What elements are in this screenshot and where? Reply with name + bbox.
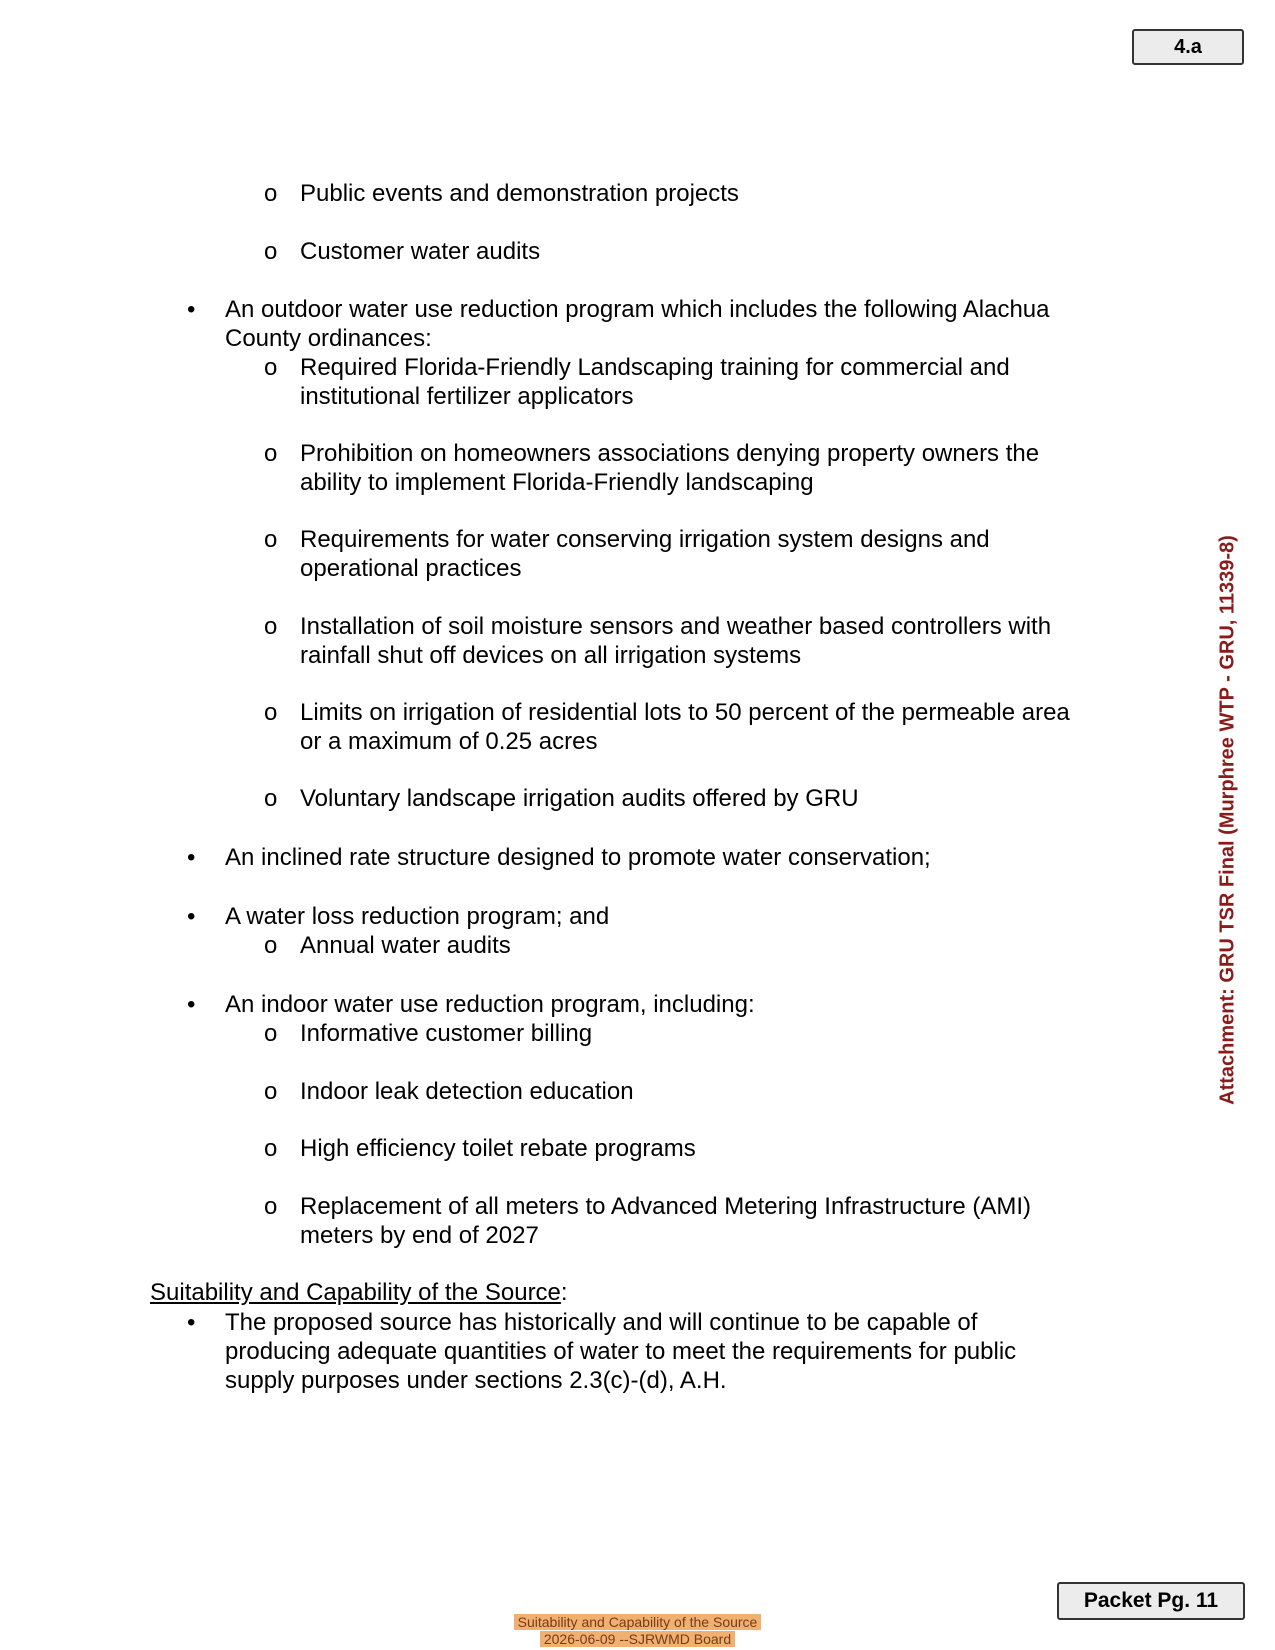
attachment-sidebar-label: Attachment: GRU TSR Final (Murphree WTP - GRU, 11339-8) xyxy=(1216,535,1239,1105)
sub-bullet-marker: o xyxy=(264,354,278,381)
list-item-continuation: or a maximum of 0.25 acres xyxy=(300,728,598,755)
sub-bullet-marker: o xyxy=(264,440,278,467)
list-item-continuation: meters by end of 2027 xyxy=(300,1222,539,1249)
section-heading-text: Suitability and Capability of the Source xyxy=(150,1279,561,1306)
bullet-marker: • xyxy=(187,991,196,1018)
list-item: Informative customer billing xyxy=(300,1020,593,1047)
section-heading xyxy=(150,1278,568,1307)
sub-bullet-marker: o xyxy=(264,526,278,553)
list-item-continuation: producing adequate quantities of water to meet the requirements for public xyxy=(225,1338,1017,1365)
bullet-marker: • xyxy=(187,1309,196,1336)
list-item: An outdoor water use reduction program which includes the following Alachua xyxy=(225,296,1050,323)
list-item: The proposed source has historically and will continue to be capable of xyxy=(225,1309,978,1336)
list-item: Limits on irrigation of residential lots to 50 percent of the permeable area xyxy=(300,699,1070,726)
sub-bullet-marker: o xyxy=(264,932,278,959)
list-item-continuation: institutional fertilizer applicators xyxy=(300,383,634,410)
list-item: Requirements for water conserving irrigation system designs and xyxy=(300,526,990,553)
list-item-continuation: County ordinances: xyxy=(225,325,432,352)
sub-bullet-marker: o xyxy=(264,1135,278,1162)
footer-line-1: Suitability and Capability of the Source xyxy=(514,1614,762,1630)
list-item-continuation: rainfall shut off devices on all irrigation systems xyxy=(300,642,802,669)
bullet-marker: • xyxy=(187,903,196,930)
list-item: Indoor leak detection education xyxy=(300,1078,634,1105)
list-item: Public events and demonstration projects xyxy=(300,180,739,207)
sub-bullet-marker: o xyxy=(264,1020,278,1047)
sub-bullet-marker: o xyxy=(264,1078,278,1105)
sub-bullet-marker: o xyxy=(264,613,278,640)
list-item: Annual water audits xyxy=(300,932,511,959)
packet-page-number: Packet Pg. 11 xyxy=(1057,1582,1245,1620)
list-item: Installation of soil moisture sensors and weather based controllers with xyxy=(300,613,1052,640)
list-item: A water loss reduction program; and xyxy=(225,903,610,930)
sub-bullet-marker: o xyxy=(264,180,278,207)
bullet-marker: • xyxy=(187,844,196,871)
list-item: Customer water audits xyxy=(300,238,541,265)
sub-bullet-marker: o xyxy=(264,785,278,812)
list-item: An indoor water use reduction program, including: xyxy=(225,991,755,1018)
list-item: Voluntary landscape irrigation audits offered by GRU xyxy=(300,785,859,812)
list-item: Prohibition on homeowners associations denying property owners the xyxy=(300,440,1040,467)
list-item: Required Florida-Friendly Landscaping training for commercial and xyxy=(300,354,1010,381)
list-item: High efficiency toilet rebate programs xyxy=(300,1135,696,1162)
list-item: Replacement of all meters to Advanced Metering Infrastructure (AMI) xyxy=(300,1193,1031,1220)
list-item-continuation: ability to implement Florida-Friendly landscaping xyxy=(300,469,814,496)
footer-line-2: 2026-06-09 --SJRWMD Board xyxy=(540,1631,735,1647)
list-item-continuation: operational practices xyxy=(300,555,522,582)
sub-bullet-marker: o xyxy=(264,238,278,265)
sub-bullet-marker: o xyxy=(264,699,278,726)
section-heading-colon: : xyxy=(560,1279,568,1306)
sub-bullet-marker: o xyxy=(264,1193,278,1220)
list-item-continuation: supply purposes under sections 2.3(c)-(d), A.H. xyxy=(225,1367,727,1394)
list-item: An inclined rate structure designed to promote water conservation; xyxy=(225,844,931,871)
agenda-item-tag: 4.a xyxy=(1132,29,1244,65)
bullet-marker: • xyxy=(187,296,196,323)
footer-stamp xyxy=(0,1614,1275,1648)
